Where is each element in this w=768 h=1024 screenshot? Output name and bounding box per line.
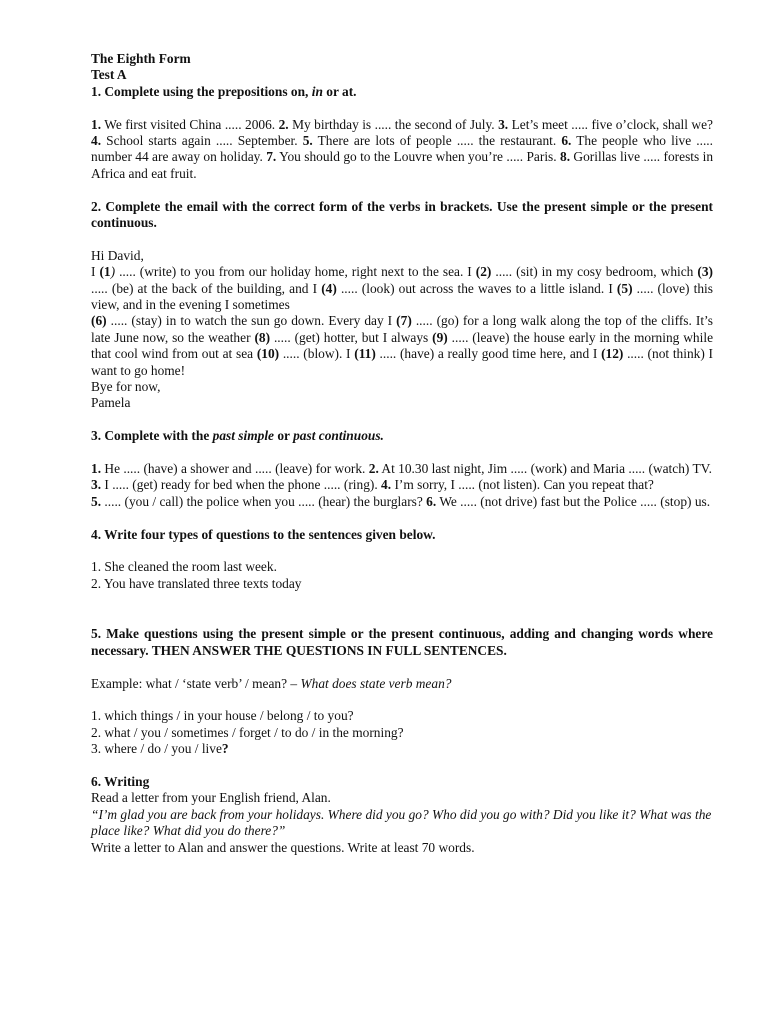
item-number: 2. [368,461,379,477]
item-number: 1. [91,116,102,132]
section-3-items-1-2 [91,461,713,477]
item-text: Gorillas live ..... forests in Africa and eat fruit. [91,149,714,181]
email-signature: Pamela [91,395,131,411]
section-2-heading: 2. Complete the email with the correct form of the verbs in brackets. Use the present simple or the present continuous. [91,198,713,231]
item-text: We first visited China ..... 2006. [101,116,279,132]
gap-number: (1 [99,264,111,280]
section-5-example [91,676,713,692]
gap-number: (11) [354,346,376,362]
email-body-part-1 [91,264,713,313]
item-text: 3. where / do / you / live [91,741,222,757]
gap-number: (2) [475,264,492,280]
item-number: 8. [560,149,571,165]
worksheet [91,51,713,856]
email-text: ..... (leave) the house early in the morning while that cool wind from out at sea [91,329,714,362]
email-greeting: Hi David, [91,247,144,263]
form-title: The Eighth Form [91,51,191,66]
heading-text: or [274,428,294,444]
gap-number: (7) [396,313,412,329]
email-text: ..... (stay) in to watch the sun go down. Every day I [106,313,397,329]
item-number: 1. [91,461,102,477]
item-number: 7. [266,149,277,165]
email-text: ..... (be) at the back of the building, and I [91,280,322,296]
section-3-items-3-4 [91,477,713,493]
section-3-items-5-6 [91,494,713,510]
item-number: 5. [91,493,102,509]
gap-number: (4) [321,280,337,296]
test-title: Test A [91,67,127,83]
item-number: 4. [381,477,392,493]
heading-text: 3. Complete with the [91,428,213,444]
section-5-item-3 [91,741,713,757]
item-number: 6. [426,493,437,509]
item-text: Let’s meet ..... five o’clock, shall we? [508,116,713,132]
section-1-heading-b: or at. [322,83,357,99]
email-text: ..... (write) to you from our holiday home, right next to the sea. I [115,264,476,280]
gap-number: (6) [91,313,107,329]
item-number: 6. [561,133,572,149]
example-text: Example: what / ‘state verb’ / mean? – [91,675,301,691]
gap-number: (8) [254,329,271,345]
gap-number: (5) [616,280,633,296]
email-text: I [91,264,100,280]
gap-number: ) [110,264,116,280]
email-text: ..... (love) this view, and in the evening I sometimes [91,280,713,313]
item-text: I ..... (get) ready for bed when the phone ..... (ring). [101,477,382,493]
email-text: ..... (get) hotter, but I always [270,329,433,345]
email-text: ..... (sit) in my cosy bedroom, which [491,264,698,280]
section-1-heading [91,84,713,100]
item-text: There are lots of people ..... the restaurant. [312,133,562,149]
section-6-intro: Read a letter from your English friend, Alan. [91,790,331,806]
email-text: ..... (look) out across the waves to a little island. I [336,280,617,296]
gap-number: (10) [256,346,280,362]
section-5-item-2: 2. what / you / sometimes / forget / to do / in the morning? [91,724,404,740]
section-5-item-1: 1. which things / in your house / belong / to you? [91,708,354,724]
email-text: ..... (not think) I want to go home! [91,346,713,378]
section-1-body [91,117,713,183]
item-text: The people who live ..... number 44 are away on holiday. [91,133,714,165]
gap-number: (3) [697,264,713,280]
section-5-heading: 5. Make questions using the present simple or the present continuous, adding and changing words where necessary. THEN ANSWER THE QUESTIONS IN FULL SENTENCES. [91,626,713,658]
section-4-heading: 4. Write four types of questions to the sentences given below. [91,526,436,542]
section-4-item-1: 1. She cleaned the room last week. [91,559,277,575]
item-text: My birthday is ..... the second of July. [288,116,499,132]
section-6-task: Write a letter to Alan and answer the questions. Write at least 70 words. [91,839,475,855]
email-text: ..... (go) for a long walk along the top of the cliffs. It’s late June now, so the weather [91,313,713,345]
gap-number: (9) [432,329,448,345]
email-body-part-2 [91,313,713,379]
item-text: He ..... (have) a shower and ..... (leave) for work. [101,461,369,477]
example-answer: What does state verb mean? [300,675,452,691]
email-text: ..... (have) a really good time here, and I [375,346,602,362]
section-6-quote: “I’m glad you are back from your holidays. Where did you go? Who did you go with? Did you like it? What was the place like? What did you do there?” [91,806,712,839]
section-3-heading [91,428,713,444]
item-number: 3. [498,116,509,132]
item-question-mark: ? [221,741,229,757]
item-text: You should go to the Louvre when you’re ..... Paris. [276,149,560,165]
item-number: 3. [91,477,102,493]
item-number: 4. [91,133,102,149]
item-text: I’m sorry, I ..... (not listen). Can you repeat that? [391,477,654,493]
email-closing: Bye for now, [91,379,161,395]
heading-text: past continuous. [293,428,384,444]
section-1-heading-in: in [311,83,323,99]
item-number: 5. [302,133,313,149]
item-number: 2. [278,116,289,132]
section-4-item-2: 2. You have translated three texts today [91,575,302,591]
item-text: School starts again ..... September. [101,133,303,149]
item-text: At 10.30 last night, Jim ..... (work) and Maria ..... (watch) TV. [378,461,712,477]
section-6-heading: 6. Writing [91,773,150,789]
item-text: We ..... (not drive) fast but the Police ..... (stop) us. [436,493,711,509]
gap-number: (12) [601,346,624,362]
item-text: ..... (you / call) the police when you ..... (hear) the burglars? [101,493,427,509]
email-text: ..... (blow). I [279,346,355,362]
section-1-heading-a: 1. Complete using the prepositions on, [91,83,312,99]
heading-text: past simple [212,428,275,444]
